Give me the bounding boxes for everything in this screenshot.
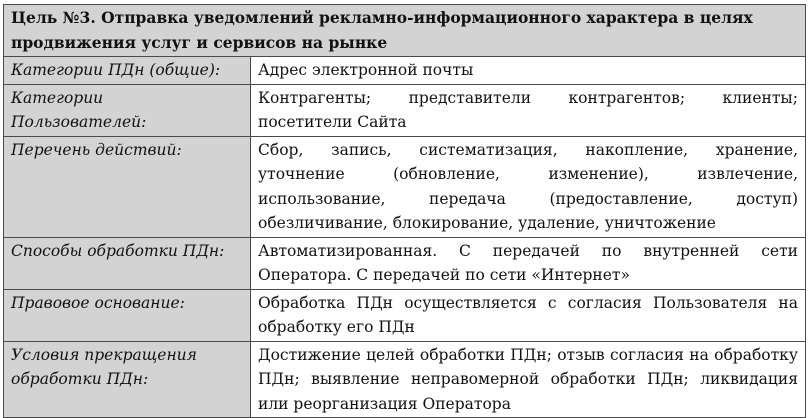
table-row — [4, 341, 806, 418]
row-value-processing-methods: Автоматизированная. С передачей по внутренней сети Оператора. С передачей по сети «Интернет» — [251, 237, 806, 289]
row-value-legal-basis: Обработка ПДн осуществляется с согласия Пользователя на обработку его ПДн — [251, 289, 806, 341]
row-label-termination-conditions: Условия прекращения обработки ПДн: — [4, 341, 251, 418]
row-value-actions: Сбор, запись, систематизация, накопление, хранение, уточнение (обновление, изменение), извлечение, использование, передача (предоставление, доступ) обезличивание, блокирование, удаление, уничтожение — [251, 136, 806, 237]
row-label-processing-methods: Способы обработки ПДн: — [4, 237, 251, 289]
row-value-user-categories: Контрагенты; представители контрагентов; клиенты; посетители Сайта — [251, 84, 806, 136]
purpose-title: Цель №3. Отправка уведомлений рекламно-информационного характера в целях продвижения услуг и сервисов на рынке — [4, 5, 806, 57]
table-header-row — [4, 5, 806, 57]
table-row — [4, 84, 806, 136]
row-label-legal-basis: Правовое основание: — [4, 289, 251, 341]
row-label-pd-categories: Категории ПДн (общие): — [4, 57, 251, 85]
purpose-table — [3, 4, 806, 418]
table-row — [4, 289, 806, 341]
row-value-termination-conditions: Достижение целей обработки ПДн; отзыв согласия на обработку ПДн; выявление неправомерной обработки ПДн; ликвидация или реорганизация Оператора — [251, 341, 806, 418]
row-value-pd-categories: Адрес электронной почты — [251, 57, 806, 85]
row-label-actions: Перечень действий: — [4, 136, 251, 237]
table-row — [4, 57, 806, 85]
row-label-user-categories: Категории Пользователей: — [4, 84, 251, 136]
table-row — [4, 237, 806, 289]
table-row — [4, 136, 806, 237]
